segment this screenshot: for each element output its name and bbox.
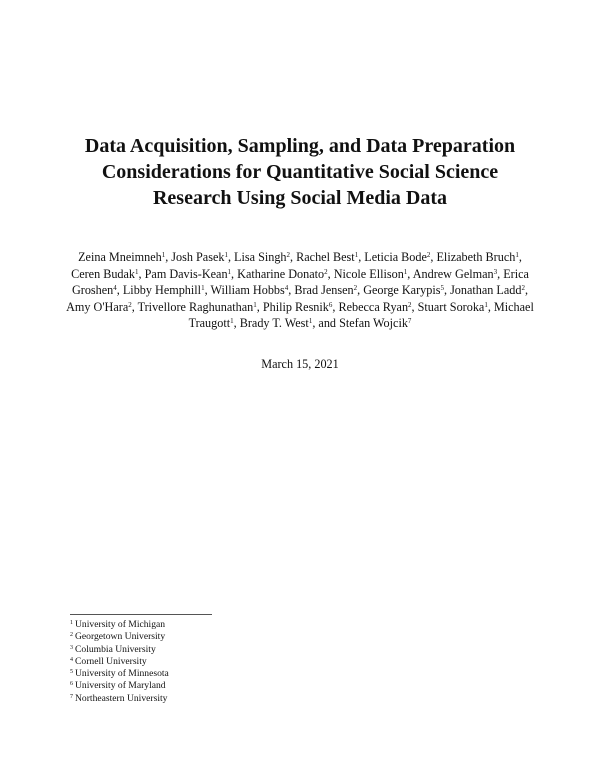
- footnote-text: Columbia University: [75, 643, 156, 655]
- footnote-mark: 3: [70, 644, 73, 651]
- author-name: Amy O'Hara: [66, 299, 129, 314]
- title-line: Data Acquisition, Sampling, and Data Preparation: [84, 135, 516, 157]
- author-name: Stefan Wojcik: [339, 316, 408, 330]
- affiliation-mark: 2: [426, 251, 431, 259]
- title-line: Considerations for Quantitative Social Science: [101, 161, 499, 183]
- affiliation-mark: 1: [484, 300, 488, 309]
- author-name: Elizabeth Bruch: [436, 250, 516, 264]
- affiliation-mark: 1: [515, 251, 519, 259]
- author-name: Zeina Mneimneh: [78, 250, 162, 264]
- author-name: Stuart Soroka: [417, 299, 485, 314]
- affiliation-mark: 1: [201, 284, 205, 292]
- author-separator: ,: [518, 250, 522, 264]
- author-separator: ,: [290, 250, 297, 264]
- affiliation-mark: 4: [284, 284, 289, 292]
- publication-date: March 15, 2021: [261, 357, 339, 371]
- author-separator: ,: [227, 250, 235, 264]
- author-line: [60, 315, 540, 332]
- author-name: Lisa Singh: [234, 250, 287, 264]
- affiliation-mark: 2: [128, 300, 132, 309]
- author-name: Brady T. West: [239, 316, 309, 330]
- affiliation-mark: 1: [135, 267, 139, 276]
- author-name: William Hobbs: [210, 283, 285, 297]
- author-separator: ,: [138, 266, 145, 281]
- author-line: [60, 299, 540, 316]
- author-name: Ceren Budak: [71, 266, 136, 281]
- affiliation-footnote: [70, 644, 169, 656]
- footnote-text: University of Maryland: [75, 680, 166, 692]
- author-separator: ,: [288, 283, 295, 297]
- affiliation-footnote: [70, 680, 169, 692]
- author-name: Katharine Donato: [237, 266, 325, 281]
- affiliation-mark: 1: [308, 317, 313, 325]
- author-separator: , and: [312, 316, 340, 330]
- title-line: Research Using Social Media Data: [152, 187, 448, 209]
- author-separator: ,: [256, 299, 263, 314]
- author-name: Andrew Gelman: [412, 266, 494, 281]
- affiliation-mark: 1: [230, 317, 234, 325]
- author-separator: ,: [332, 299, 339, 314]
- author-separator: ,: [131, 299, 138, 314]
- author-separator: ,: [358, 250, 365, 264]
- footnote-mark: 7: [70, 693, 73, 700]
- affiliation-mark: 5: [440, 284, 444, 292]
- affiliation-mark: 2: [286, 251, 291, 259]
- author-name: Brad Jensen: [294, 283, 354, 297]
- footnote-divider: [70, 614, 212, 615]
- affiliation-mark: 1: [403, 267, 408, 276]
- affiliation-mark: 7: [407, 317, 412, 325]
- paper-title: [70, 133, 530, 211]
- author-line: [60, 249, 540, 266]
- affiliation-mark: 2: [324, 267, 328, 276]
- author-separator: ,: [497, 266, 504, 281]
- footnote-mark: 4: [70, 656, 73, 663]
- author-line: [60, 266, 540, 283]
- author-separator: ,: [487, 299, 494, 314]
- author-name: Pam Davis-Kean: [144, 266, 228, 281]
- author-separator: ,: [443, 283, 451, 297]
- affiliation-mark: 6: [328, 300, 333, 309]
- author-separator: ,: [411, 299, 418, 314]
- author-name: Leticia Bode: [364, 250, 427, 264]
- affiliation-footnote: [70, 656, 169, 668]
- footnote-mark: 1: [70, 620, 73, 626]
- footnote-text: University of Michigan: [75, 619, 166, 630]
- author-name: Nicole Ellison: [333, 266, 404, 281]
- affiliation-footnote: [70, 631, 169, 643]
- footnote-mark: 2: [70, 632, 73, 639]
- author-separator: ,: [357, 283, 364, 297]
- footnote-text: University of Minnesota: [75, 668, 169, 680]
- affiliation-mark: 4: [113, 284, 117, 292]
- affiliation-mark: 2: [521, 284, 525, 292]
- author-name: Michael: [493, 299, 534, 314]
- affiliation-footnotes: [70, 619, 169, 705]
- author-separator: ,: [204, 283, 211, 297]
- author-name: Josh Pasek: [171, 250, 225, 264]
- author-name: Rachel Best: [296, 250, 355, 264]
- affiliation-mark: 1: [227, 267, 232, 276]
- author-separator: ,: [327, 266, 334, 281]
- affiliation-mark: 2: [408, 300, 412, 309]
- footnote-text: Cornell University: [75, 655, 147, 667]
- author-name: Rebecca Ryan: [338, 299, 409, 314]
- affiliation-mark: 1: [161, 251, 166, 259]
- author-name: Traugott: [188, 316, 231, 330]
- author-name: George Karypis: [363, 283, 441, 297]
- affiliation-mark: 3: [493, 267, 498, 276]
- affiliation-mark: 1: [354, 251, 359, 259]
- author-separator: ,: [524, 283, 529, 297]
- affiliation-footnote: [70, 668, 169, 680]
- author-name: Erica: [503, 266, 529, 281]
- author-name: Philip Resnik: [262, 299, 329, 314]
- author-separator: ,: [233, 316, 240, 330]
- footnote-mark: 5: [70, 669, 73, 676]
- author-separator: ,: [116, 283, 123, 297]
- author-separator: ,: [165, 250, 172, 264]
- author-name: Jonathan Ladd: [450, 283, 522, 297]
- author-name: Libby Hemphill: [122, 283, 202, 297]
- author-list: [60, 249, 540, 332]
- author-name: Groshen: [71, 283, 114, 297]
- author-separator: ,: [430, 250, 437, 264]
- affiliation-mark: 1: [253, 300, 257, 309]
- affiliation-mark: 1: [224, 251, 228, 259]
- footnote-text: Northeastern University: [75, 692, 168, 704]
- affiliation-footnote: [70, 619, 169, 631]
- author-separator: ,: [231, 266, 238, 281]
- footnote-mark: 6: [70, 681, 73, 688]
- footnote-text: Georgetown University: [75, 631, 166, 643]
- affiliation-footnote: [70, 693, 169, 705]
- author-separator: ,: [407, 266, 413, 281]
- author-line: [60, 282, 540, 299]
- author-name: Trivellore Raghunathan: [137, 299, 254, 314]
- affiliation-mark: 2: [353, 284, 358, 292]
